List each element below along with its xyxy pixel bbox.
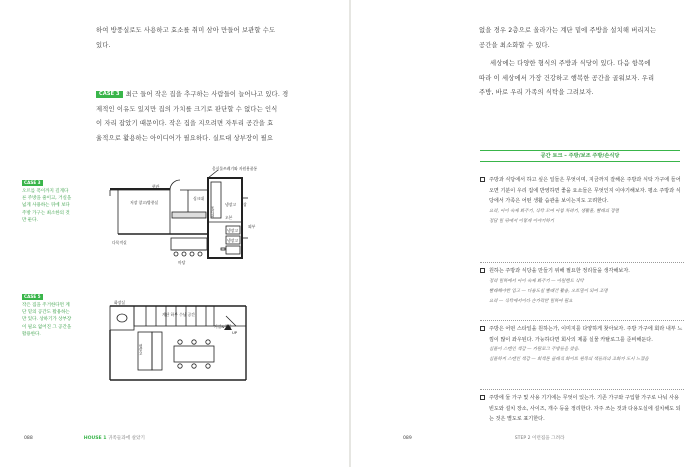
left-page-number: 088: [24, 436, 33, 441]
plan2-label-kitchen: 거실&주방: [214, 324, 232, 329]
question-3-answer-1: 심플이 스텐인 색감 — 카탈로그 주방들을 찾음.: [489, 347, 580, 353]
plan2-label-wc: 화장실: [114, 300, 126, 305]
plan1-label-storage: 저장 창고/방풍실: [130, 200, 159, 205]
right-intro-text: [479, 24, 691, 101]
case3-text: 오르를 폭이까지 길게다른 주방을 줄이고, 거실을 넓게 사용하는 뒤에 보다 주방 가구는 최소한의 것만 둔다.: [22, 189, 72, 223]
plan1-label-yard: 마당: [178, 260, 186, 265]
right-page-number: 089: [403, 436, 412, 441]
case-paragraph-line-1: 최근 들어 작은 집을 추구하는 사람들이 늘어나고 있다. 경: [125, 91, 289, 98]
floor-plan-kitchen-drawing: [108, 168, 268, 268]
plan1-label-deck: 다목적실: [112, 240, 127, 245]
case3-tag: CASE 3: [24, 180, 41, 185]
plan1-label-top: 음식물쓰레기와 자원용품통: [212, 166, 258, 171]
right-para-line-1: 세상에는 다양한 형식의 주방과 식당이 있다. 다음 항목에: [490, 60, 651, 68]
plan1-label-counter: 조리대: [211, 206, 216, 218]
question-3-text: 주방은 어떤 스타일을 원하는가, 이미지를 다양하게 찾아보자. 주방 가구에 회라 내부 느낌이 많이 좌우된다. 가능하다면 회사의 제품 실물 카탈로그를 준비해둔다.: [489, 326, 683, 343]
plan2-label-up: UP: [232, 330, 238, 335]
left-footer-title: 귀족들과에 살았기: [107, 436, 145, 441]
plan1-label-fridge2: 냉장고: [227, 228, 239, 233]
question-3-answer-2: 심플하지 스텐인 색감 — 회색톤 클래식 화이트 원목의 색들과의 조화가 도시 느꼈음: [489, 357, 649, 363]
case3-note: [22, 180, 72, 224]
left-footer-house: HOUSE 1: [83, 436, 107, 441]
right-footer: [403, 435, 565, 441]
question-1-answer-2: 정답 일 뒤에서 이렇게 이야기하기: [489, 218, 554, 224]
case-paragraph-line-2: 제적인 이유도 있지만 집의 가치를 크기로 판단할 수 없다는 인식: [96, 105, 278, 113]
divider-1: [480, 262, 684, 263]
divider-2: [480, 320, 684, 321]
checklist-question-1: [480, 175, 684, 227]
question-1-text: 주방과 식당에서 하고 싶은 일들은 무엇이며, 지금까지 잘해온 주방과 식탁 가구에 들어 오면 기분이 우리 집에 반영하면 좋을 요소들은 무엇인지 이야기해보자. 평소 주방과 식당에서 가족은 어떤 생활 습관을 보이는지도 고려한다.: [489, 177, 681, 205]
section-rule-bottom: [480, 161, 680, 162]
checkbox-2[interactable]: [480, 268, 485, 273]
plan1-label-oven: 오븐: [225, 215, 233, 220]
floor-plan-stair-drawing: [106, 296, 276, 386]
case5-tag: CASE 5: [24, 294, 41, 299]
right-intro-line-1: 없을 경우 2층으로 올라가는 계단 밑에 주방을 설치해 버리지는: [479, 27, 657, 34]
left-intro-line-1: 하여 방풍실로도 사용하고 효소를 취미 삼아 만들어 보관할 수도: [96, 27, 276, 34]
case5-note: [22, 294, 72, 338]
left-intro-line-2: 있다.: [96, 41, 111, 49]
plan2-label-stair: 계단 하부 수납 공간: [162, 312, 195, 317]
checklist-question-3: [480, 324, 684, 365]
plan1-label-door: 현관: [152, 184, 160, 189]
section-title: 공간 토크 – 주방/보조 주방/손식당: [540, 153, 620, 159]
question-2-answer-3: 요리 — 식탁에서이다 손가락만 일하여 필요: [489, 298, 573, 304]
case5-text: 작은 집을 주거한다면 계단 밑의 공간도 활용하는 만 있다. 상하기가 상부장이 필요 없어진 그 공간을 활용한다.: [22, 303, 72, 337]
left-page: [0, 0, 349, 467]
question-2-answer-1: 정리 일하에서 아이 숙제 봐주기 — 아일랜드 식탁: [489, 278, 584, 284]
case-paragraph-line-4: 율적으로 활용하는 아이디어가 필요하다. 실트대 상부장이 필요: [96, 134, 274, 142]
left-footer: [24, 435, 145, 441]
checkbox-3[interactable]: [480, 326, 485, 331]
checkbox-1[interactable]: [480, 177, 485, 182]
plan1-label-wall: 외부: [248, 224, 256, 229]
plan1-label-fridge: 냉장고: [225, 202, 237, 207]
case-tag-inline: CASE 3: [96, 91, 123, 98]
plan1-label-sink: 싱크대: [193, 196, 205, 201]
question-4-text: 주방에 둘 가구 및 사용 기기에는 무엇이 있는가. 기존 가구와 구입할 가구로 나눠 사용 빈도와 설치 장소, 사이즈, 개수 등을 정리한다. 자주 쓰는 것과 다용도실에 설치해도 되는 것은 별도로 표기한다.: [489, 395, 681, 423]
checklist-question-4: [480, 393, 684, 425]
divider-3: [480, 389, 684, 390]
question-1-answer-1: 요리, 아이 숙제 봐주기, 식탁 모여 아침 차려기, 생활물, 빨래의 정렬: [489, 208, 619, 214]
right-footer-title: 이런집을 그려라: [531, 436, 565, 441]
left-case-paragraph: [96, 88, 328, 146]
right-para-line-2: 따라 이 세상에서 가장 건강하고 행복한 공간을 골워보자. 우리: [479, 74, 655, 82]
case-paragraph-line-3: 이 자리 잡았기 때문이다. 작은 집을 지으려면 자투리 공간을 효: [96, 120, 274, 128]
plan1-label-window: 창: [243, 202, 247, 207]
right-intro-line-2: 공간을 최소화할 수 있다.: [479, 41, 550, 49]
right-footer-step: STEP 2: [514, 436, 531, 441]
floor-plan-kitchen: [108, 168, 268, 268]
checklist-question-2: [480, 266, 684, 307]
question-2-answer-2: 빨래해야만 입고 — 다용도실 빨래건 활용, 오트밀이 되어 조명: [489, 288, 608, 294]
floor-plan-stair: [106, 296, 276, 386]
plan2-label-fridge: 냉장고: [139, 344, 144, 356]
question-2-text: 원하는 주방과 식당을 만들기 위해 필요한 정리들을 생각해보자.: [489, 268, 630, 274]
section-rule-top: [480, 150, 680, 151]
checkbox-4[interactable]: [480, 395, 485, 400]
plan1-label-fridge3: 냉장고: [227, 238, 239, 243]
right-para-line-3: 주방, 바로 우리 가족의 식탁을 그려보자.: [479, 89, 594, 97]
left-intro-text: [96, 24, 326, 53]
